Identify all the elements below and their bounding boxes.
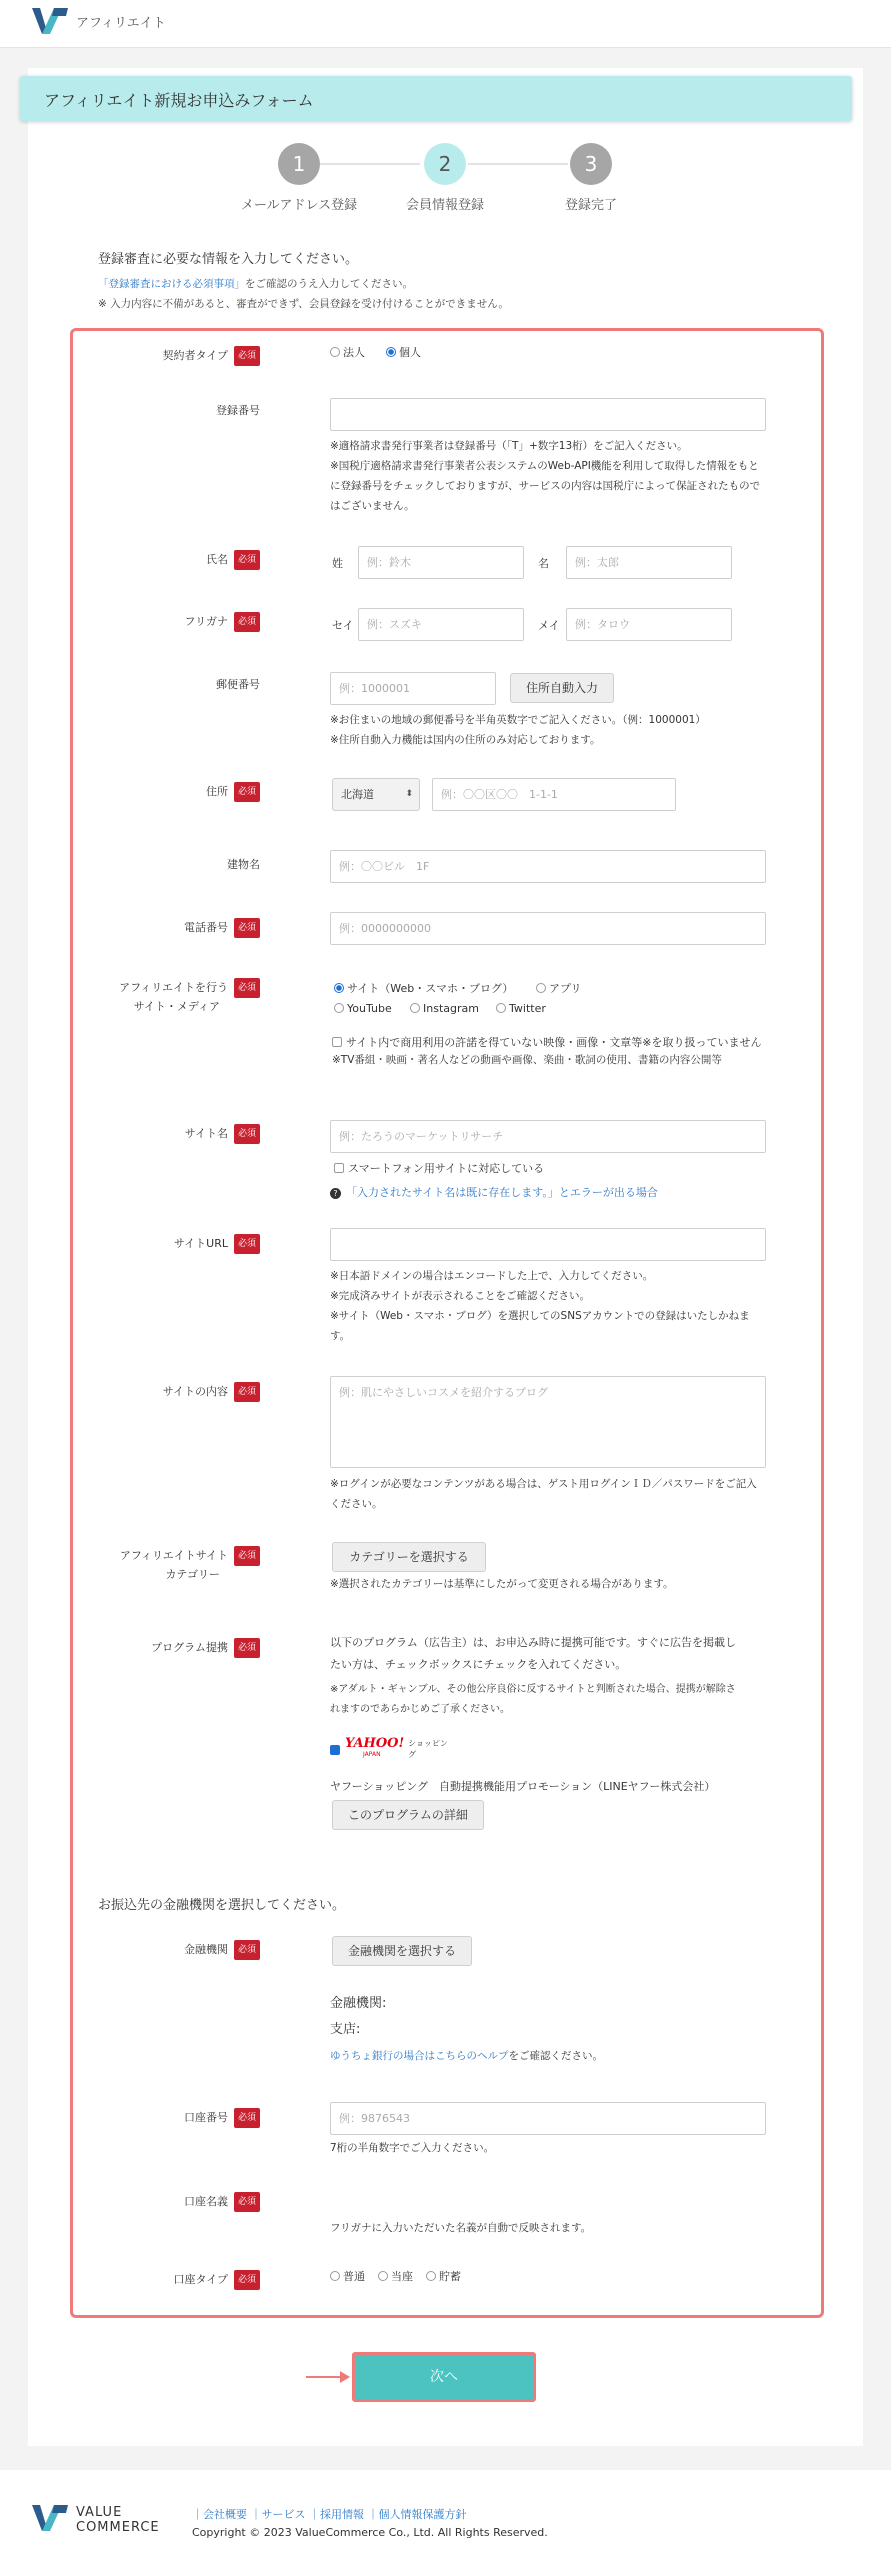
site-url-label: サイトURL 必須 [70,1234,260,1254]
phone-input[interactable]: 例：0000000000 [330,912,766,945]
category-label: アフィリエイトサイト 必須 カテゴリー [70,1546,260,1584]
copyright-checkbox[interactable]: サイト内で商用利用の許諾を得ていない映像・画像・文章等※を取り扱っていません [332,1034,761,1050]
intro-note: ※ 入力内容に不備があると、審査ができず、会員登録を受け付けることができません。 [98,298,509,310]
site-name-input[interactable]: 例：たろうのマーケットリサーチ [330,1120,766,1153]
contract-type-label: 契約者タイプ 必須 [70,346,260,366]
registration-number-label: 登録番号 [216,404,260,417]
required-badge: 必須 [234,978,260,998]
first-name-kana-label: メイ [538,619,560,632]
radio-icon [330,347,340,357]
media-app-radio[interactable]: アプリ [536,980,582,996]
radio-selected-icon [386,347,396,357]
site-name-help-link: 「入力されたサイト名は既に存在します。」とエラーが出る場合 [346,1186,658,1199]
prefecture-select[interactable]: 北海道 ⬍ [332,778,420,811]
account-name-note: フリガナに入力いただいた名義が自動で反映されます。 [330,2222,592,2234]
required-badge: 必須 [234,1124,260,1144]
radio-icon [334,1003,344,1013]
checkbox-icon [332,1037,342,1047]
step-2-label: 会員情報登録 [405,198,484,213]
account-type-ordinary-radio[interactable]: 普通 [330,2268,365,2284]
radio-selected-icon [334,983,344,993]
copyright-note: ※TV番組・映画・著名人などの動画や画像、楽曲・歌詞の使用、書籍の内容公開等 [332,1054,722,1066]
postal-code-label: 郵便番号 [216,678,260,691]
building-label: 建物名 [227,858,260,871]
footer-copyright: Copyright © 2023 ValueCommerce Co., Ltd. All Rights Reserved. [192,2526,548,2539]
yahoo-shopping-logo: YAHOO! JAPAN ショッピング [345,1736,448,1759]
contract-type-individual-radio[interactable]: 個人 [386,344,421,360]
yucho-help-link[interactable]: ゆうちょ銀行の場合はこちらのヘルプ [330,2050,509,2062]
radio-icon [496,1003,506,1013]
registration-number-input[interactable] [330,398,766,431]
media-site-radio[interactable]: サイト（Web・スマホ・ブログ） [334,980,513,996]
first-name-kana-input[interactable]: 例：タロウ [566,608,732,641]
site-content-textarea[interactable]: 例：肌にやさしいコスメを紹介するブログ [330,1376,766,1468]
yucho-help-line: ゆうちょ銀行の場合はこちらのヘルプをご確認ください。 [330,2050,603,2062]
step-connector [320,163,420,165]
checkbox-icon [334,1163,344,1173]
site-name-help-line[interactable] [330,1184,658,1200]
program-warning: ※アダルト・ギャンブル、その他公序良俗に反するサイトと判断された場合、提携が解除さ れますのであらかじめご了承ください。 [330,1684,736,1715]
site-content-notes: ※ログインが必要なコンテンツがある場合は、ゲスト用ログインＩＤ／パスワードをご記入 ください。 [330,1478,757,1510]
account-type-label: 口座タイプ 必須 [70,2270,260,2290]
account-name-label: 口座名義 必須 [70,2192,260,2212]
step-2-circle: 2 [424,143,466,185]
step-connector [468,163,568,165]
media-instagram-radio[interactable]: Instagram [410,1002,479,1015]
bank-name-label: 金融機関: [330,1996,387,2011]
bank-heading: お振込先の金融機関を選択してください。 [98,1898,346,1913]
account-type-savings-radio[interactable]: 貯蓄 [426,2268,461,2284]
account-number-label: 口座番号 必須 [70,2108,260,2128]
required-badge: 必須 [234,2192,260,2212]
intro-link-suffix: をご確認のうえ入力してください。 [245,278,413,290]
site-name-label: サイト名 必須 [70,1124,260,1144]
header-title: アフィリエイト [76,16,166,31]
furigana-label: フリガナ 必須 [70,612,260,632]
arrow-right-icon [306,2370,350,2384]
required-badge: 必須 [234,346,260,366]
valuecommerce-logo-icon[interactable] [30,6,70,36]
top-bar [0,0,891,48]
media-twitter-radio[interactable]: Twitter [496,1002,546,1015]
radio-icon [536,983,546,993]
last-name-kana-input[interactable]: 例：スズキ [358,608,524,641]
required-badge: 必須 [234,1234,260,1254]
step-1-circle: 1 [278,143,320,185]
help-icon: ? [330,1188,341,1199]
page-title: アフィリエイト新規お申込みフォーム [44,91,314,110]
step-3-label: 登録完了 [564,198,617,213]
required-badge: 必須 [234,918,260,938]
first-name-label: 名 [538,557,549,570]
required-badge: 必須 [234,782,260,802]
step-3-circle: 3 [570,143,612,185]
form-title-banner [20,76,852,121]
program-detail-button[interactable]: このプログラムの詳細 [332,1800,484,1830]
select-arrows-icon: ⬍ [405,789,413,799]
radio-icon [378,2271,388,2281]
smartphone-support-checkbox[interactable]: スマートフォン用サイトに対応している [334,1160,544,1176]
next-button[interactable]: 次へ [352,2352,536,2402]
radio-icon [330,2271,340,2281]
last-name-input[interactable]: 例：鈴木 [358,546,524,579]
footer-links[interactable]: ｜会社概要 ｜サービス ｜採用情報 ｜個人情報保護方針 [192,2508,467,2521]
select-bank-button[interactable]: 金融機関を選択する [332,1936,472,1966]
required-badge: 必須 [234,550,260,570]
required-badge: 必須 [234,1940,260,1960]
required-badge: 必須 [234,2270,260,2290]
contract-type-corporate-radio[interactable]: 法人 [330,344,365,360]
site-content-label: サイトの内容 必須 [70,1382,260,1402]
program-label: プログラム提携 必須 [70,1638,260,1658]
program-name: ヤフーショッピング 自動提携機能用プロモーション（LINEヤフー株式会社） [330,1780,716,1793]
address-label: 住所 必須 [70,782,260,802]
account-number-input[interactable]: 例：9876543 [330,2102,766,2135]
postal-code-input[interactable]: 例：1000001 [330,672,496,705]
last-name-kana-label: セイ [332,619,354,632]
required-badge: 必須 [234,2108,260,2128]
required-badge: 必須 [234,612,260,632]
intro-heading: 登録審査に必要な情報を入力してください。 [98,252,359,267]
required-badge: 必須 [234,1546,260,1566]
valuecommerce-footer-logo-icon[interactable] [30,2503,70,2533]
address-input[interactable]: 例：〇〇区〇〇 1-1-1 [432,778,676,811]
last-name-label: 姓 [332,557,343,570]
site-url-notes: ※日本語ドメインの場合はエンコードした上で、入力してください。 ※完成済みサイトが表示されることをご確認ください。 ※サイト（Web・スマホ・ブログ）を選択してのSNSアカウントでの登録はいたしかねま す。 [330,1270,750,1342]
first-name-input[interactable]: 例：太郎 [566,546,732,579]
name-label: 氏名 必須 [70,550,260,570]
media-youtube-radio[interactable]: YouTube [334,1002,392,1015]
building-input[interactable]: 例：〇〇ビル 1F [330,850,766,883]
site-url-input[interactable] [330,1228,766,1261]
footer-brand: VALUE COMMERCE [76,2505,160,2535]
postal-code-notes: ※お住まいの地域の郵便番号を半角英数字でご記入ください。（例：1000001） ※住所自動入力機能は国内の住所のみ対応しております。 [330,714,706,746]
intro-link-line [98,276,413,291]
yahoo-program-checkbox[interactable] [330,1745,340,1755]
account-number-note: 7桁の半角数字でご入力ください。 [330,2142,495,2154]
branch-name-label: 支店: [330,2022,361,2037]
category-note: ※選択されたカテゴリーは基準にしたがって変更される場合があります。 [330,1578,674,1590]
select-category-button[interactable]: カテゴリーを選択する [332,1542,486,1572]
address-autofill-button[interactable]: 住所自動入力 [510,673,614,703]
account-type-current-radio[interactable]: 当座 [378,2268,413,2284]
required-badge: 必須 [234,1382,260,1402]
registration-number-notes: ※適格請求書発行事業者は登録番号（「T」+数字13桁）をご記入ください。 ※国税庁適格請求書発行事業者公表システムのWeb-API機能を利用して取得した情報をもと に登録番号をチェックしておりますが、サービスの内容は国税庁によって保証されたもので はございません。 [330,440,761,512]
radio-icon [426,2271,436,2281]
phone-label: 電話番号 必須 [70,918,260,938]
step-1-label: メールアドレス登録 [240,198,358,213]
required-badge: 必須 [234,1638,260,1658]
radio-icon [410,1003,420,1013]
bank-institution-label: 金融機関 必須 [70,1940,260,1960]
media-label: アフィリエイトを行う 必須 サイト・メディア [70,978,260,1016]
required-items-link[interactable]: 「登録審査における必須事項」 [98,278,245,290]
program-intro: 以下のプログラム（広告主）は、お申込み時に提携可能です。すぐに広告を掲載し たい方は、チェックボックスにチェックを入れてください。 [330,1636,737,1671]
